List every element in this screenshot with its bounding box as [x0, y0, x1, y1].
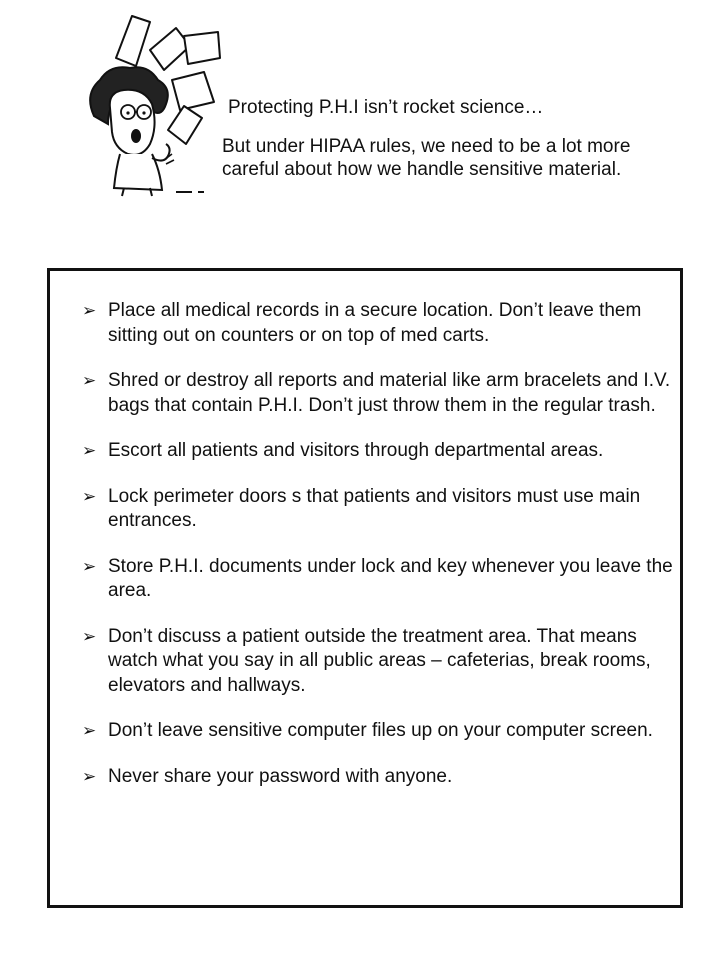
- tip-text: Store P.H.I. documents under lock and key whenever you leave the area.: [108, 555, 673, 601]
- tip-text: Escort all patients and visitors through departmental areas.: [108, 440, 604, 461]
- intro-text: [218, 96, 688, 181]
- arrowhead-bullet-icon: ➢: [82, 721, 97, 740]
- arrowhead-bullet-icon: ➢: [82, 441, 97, 460]
- paper-sheet: [168, 106, 202, 144]
- tip-text: Shred or destroy all reports and material like arm bracelets and I.V. bags that contain P.H.I. Don’t just throw them in the regular trash.: [108, 370, 671, 416]
- list-item: [78, 555, 678, 604]
- list-item: [78, 299, 678, 348]
- tip-text: Place all medical records in a secure location. Don’t leave them sitting out on counters or on top of med carts.: [108, 300, 642, 346]
- tip-text: Don’t leave sensitive computer files up on your computer screen.: [108, 720, 653, 741]
- tip-text: Never share your password with anyone.: [108, 765, 453, 787]
- arrowhead-bullet-icon: ➢: [82, 766, 97, 786]
- list-item: [78, 625, 678, 699]
- arrowhead-bullet-icon: ➢: [82, 626, 97, 646]
- tips-box: [47, 268, 683, 908]
- paper-sheet: [184, 32, 220, 64]
- arrowhead-bullet-icon: ➢: [82, 301, 97, 320]
- tip-text: Lock perimeter doors s that patients and visitors must use main entrances.: [108, 485, 641, 531]
- paper-sheet: [150, 28, 190, 70]
- tip-text: Don’t discuss a patient outside the treatment area. That means watch what you say in all public areas – cafeterias, break rooms, elevators and hallways.: [108, 625, 651, 696]
- list-item: [78, 485, 678, 534]
- face: [110, 90, 155, 155]
- frazzled-person-illustration: [80, 8, 230, 198]
- mouth: [131, 129, 141, 143]
- intro-body: But under HIPAA rules, we need to be a lot more careful about how we handle sensitive material.: [222, 136, 631, 180]
- tips-list: [78, 299, 678, 810]
- paper-sheet: [172, 72, 214, 110]
- arrowhead-bullet-icon: ➢: [82, 486, 97, 506]
- list-item: [78, 719, 678, 744]
- list-item: [78, 439, 678, 464]
- arrowhead-bullet-icon: ➢: [82, 371, 97, 390]
- list-item: [78, 765, 678, 790]
- paper-sheet: [116, 16, 150, 66]
- arrowhead-bullet-icon: ➢: [82, 556, 97, 576]
- list-item: [78, 369, 678, 418]
- intro-lead: Protecting P.H.I isn’t rocket science…: [228, 97, 544, 118]
